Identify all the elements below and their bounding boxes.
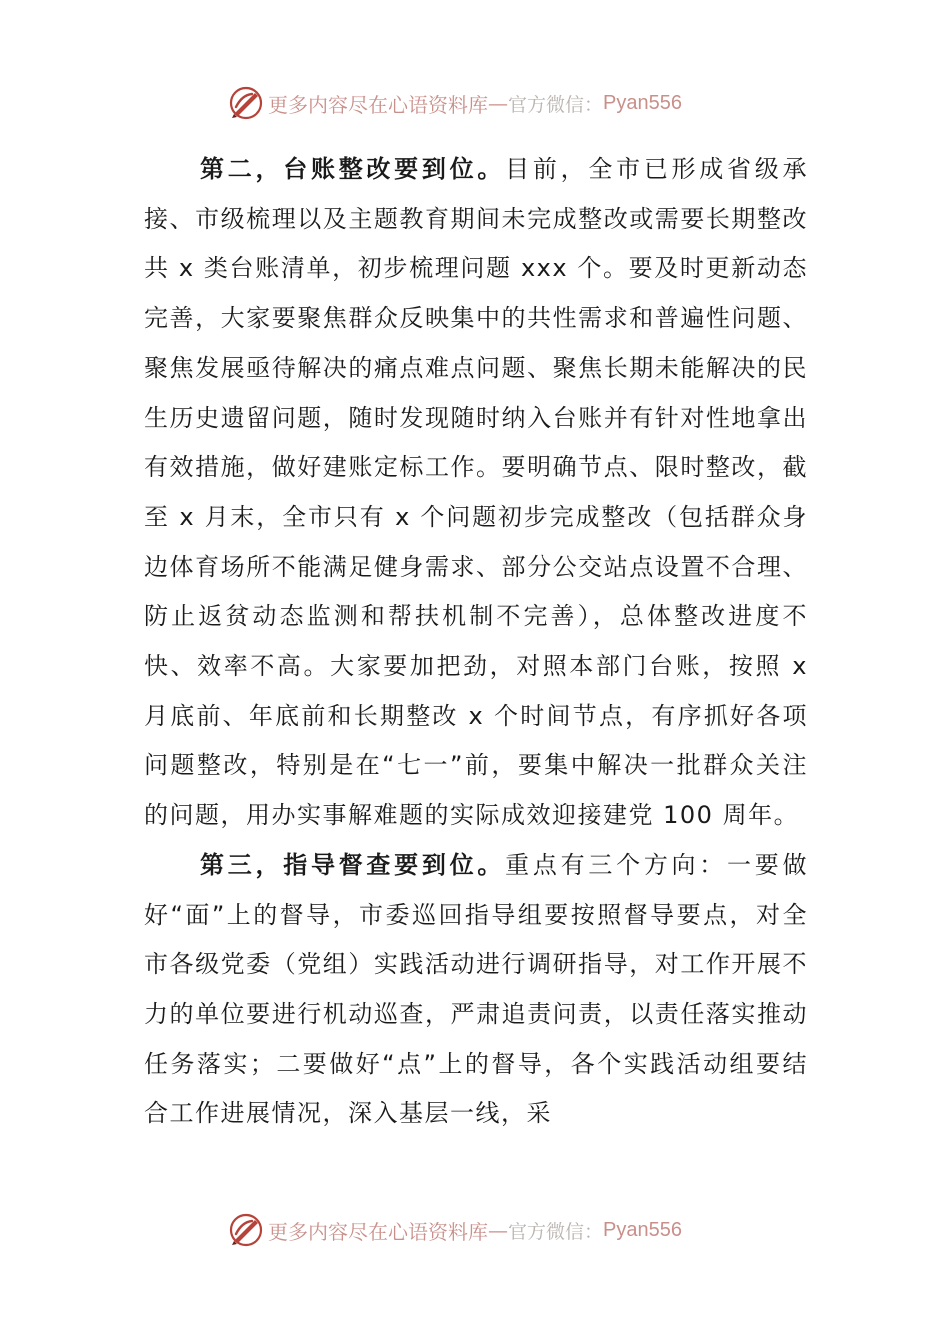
- footer-slogan: 更多内容尽在心语资料库: [268, 1219, 488, 1244]
- footer-separator: —: [488, 1218, 508, 1242]
- footer-watermark-banner: [228, 1210, 748, 1250]
- paragraph-supervision: [144, 841, 808, 1139]
- paragraph-heading: 第二，台账整改要到位。: [200, 155, 506, 183]
- document-body: [144, 145, 808, 1139]
- header-wechat-id: Pyan556: [603, 91, 682, 114]
- header-slogan: 更多内容尽在心语资料库: [268, 92, 488, 117]
- paragraph-body: 重点有三个方向：一要做好“面”上的督导，市委巡回指导组要按照督导要点，对全市各级党委（党组）实践活动进行调研指导，对工作开展不力的单位要进行机动巡查，严肃追责问责，以责任落实推动任务落实；二要做好“点”上的督导，各个实践活动组要结合工作进展情况，深入基层一线，采: [144, 850, 809, 1128]
- paragraph-body: 目前，全市已形成省级承接、市级梳理以及主题教育期间未完成整改或需要长期整改共 x 类台账清单，初步梳理问题 xxx 个。要及时更新动态完善，大家要聚焦群众反映集中的共性需求和普遍性问题、聚焦发展亟待解决的痛点难点问题、聚焦长期未能解决的民生历史遗留问题，随时发现随时纳入台账并有针对性地拿出有效措施，做好建账定标工作。要明确节点、限时整改，截至 x 月末，全市只有 x 个问题初步完成整改（包括群众身边体育场所不能满足健身需求、部分公交站点设置不合理、防止返贫动态监测和帮扶机制不完善），总体整改进度不快、效率不高。大家要加把劲，对照本部门台账，按照 x 月底前、年底前和长期整改 x 个时间节点，有序抓好各项问题整改，特别是在“七一”前，要集中解决一批群众关注的问题，用办实事解难题的实际成效迎接建党 100 周年。: [144, 155, 809, 830]
- header-wechat-label: 官方微信：: [508, 93, 604, 116]
- footer-wechat-label: 官方微信：: [508, 1220, 604, 1243]
- pen-logo-icon: [228, 85, 264, 121]
- header-watermark-banner: [228, 83, 748, 123]
- paragraph-ledger-rectification: [144, 145, 808, 841]
- header-separator: —: [488, 91, 508, 115]
- paragraph-heading: 第三，指导督查要到位。: [200, 850, 506, 879]
- pen-logo-icon: [228, 1212, 264, 1248]
- footer-wechat-id: Pyan556: [603, 1218, 682, 1241]
